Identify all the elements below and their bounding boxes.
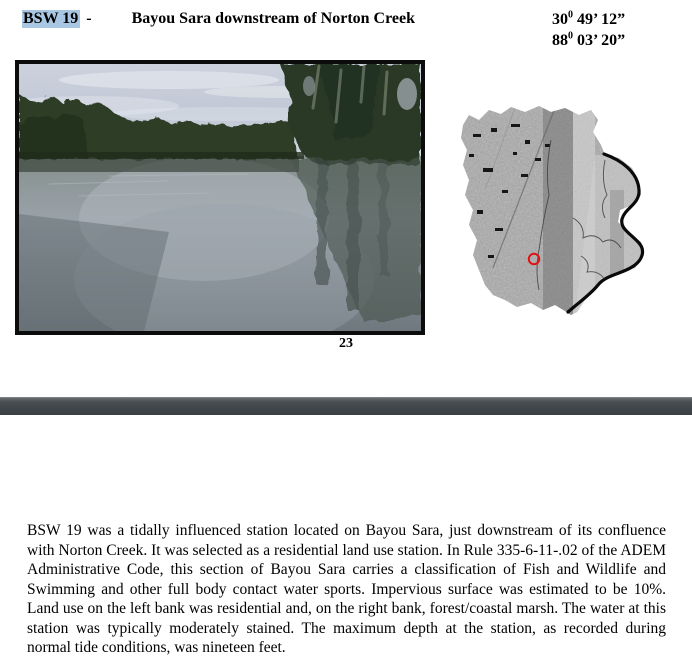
station-coordinates xyxy=(552,9,625,51)
station-header xyxy=(22,9,415,29)
county-map-graphic xyxy=(455,100,650,315)
station-id-highlighted: BSW 19 xyxy=(23,10,79,27)
page-gap-divider xyxy=(0,397,692,415)
latitude-line: $30^0$ 49’ 12” xyxy=(552,9,626,28)
station-id-separator: - xyxy=(86,10,92,27)
location-map xyxy=(455,100,650,315)
bayou-scene-graphic xyxy=(19,64,421,331)
satellite-texture xyxy=(455,100,650,315)
station-title: Bayou Sara downstream of Norton Creek xyxy=(131,10,416,27)
longitude-line: $88^0$ 03’ 20” xyxy=(552,30,626,49)
station-description-paragraph: BSW 19 was a tidally influenced station located on Bayou Sara, just downstream of its confluence with Norton Creek. It was selected as a residential land use station. In Rule 335-6-11-.02 of the ADEM Administrative Code, this section of Bayou Sara carries a classification of Fish and Wildlife and Swimming and other full body contact water sports. Impervious surface was estimated to be 10%. Land use on the left bank was residential and, on the right bank, forest/coastal marsh. The water at this station was typically moderately stained. The maximum depth at the station, as recorded during normal tide conditions, was nineteen feet. xyxy=(27,522,666,656)
station-photo xyxy=(15,60,425,335)
page-number: 23 xyxy=(339,336,353,351)
